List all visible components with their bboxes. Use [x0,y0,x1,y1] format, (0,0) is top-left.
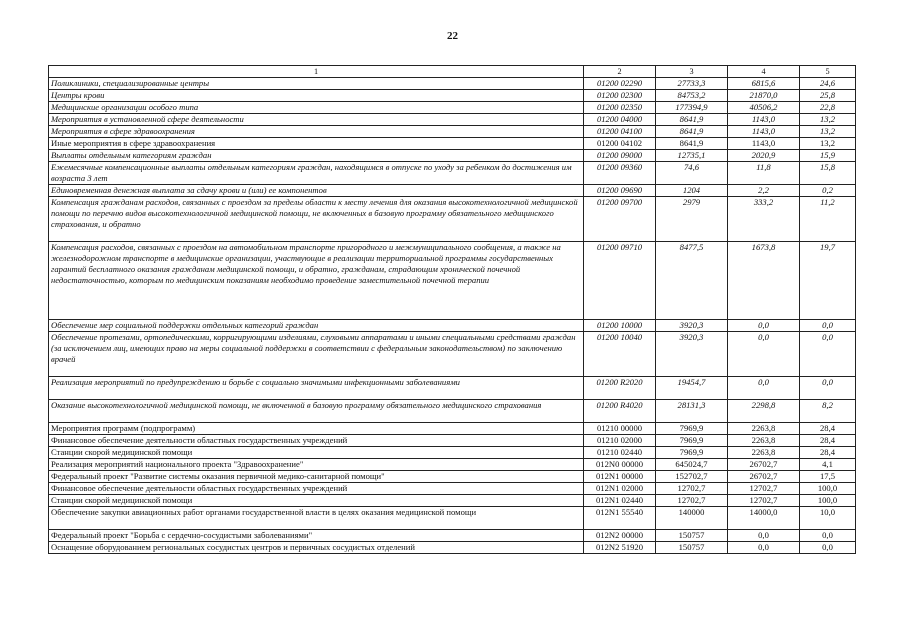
row-value-col5-cell: 100,0 [800,483,856,495]
row-value-col4-cell: 2298,8 [728,400,800,423]
table-row [49,507,856,530]
row-value-col4-cell: 26702,7 [728,459,800,471]
table-row [49,459,856,471]
header-col-4: 4 [728,66,800,78]
row-value-col5-cell: 22,8 [800,102,856,114]
row-value-col3-cell: 7969,9 [656,435,728,447]
row-value-col5-cell: 0,2 [800,185,856,197]
row-value-col3-cell: 645024,7 [656,459,728,471]
row-name-cell: Иные мероприятия в сфере здравоохранения [49,138,584,150]
row-value-col4-cell: 2263,8 [728,447,800,459]
row-code-cell: 012N1 02000 [584,483,656,495]
row-value-col4-cell: 12702,7 [728,483,800,495]
row-code-cell: 01200 09710 [584,242,656,320]
row-value-col3-cell: 150757 [656,542,728,554]
row-name-cell: Мероприятия программ (подпрограмм) [49,423,584,435]
table-row [49,483,856,495]
row-code-cell: 012N2 00000 [584,530,656,542]
row-code-cell: 01210 00000 [584,423,656,435]
row-value-col5-cell: 13,2 [800,126,856,138]
table-row [49,435,856,447]
row-name-cell: Мероприятия в сфере здравоохранения [49,126,584,138]
table-row [49,447,856,459]
row-value-col4-cell: 1143,0 [728,126,800,138]
row-value-col4-cell: 1143,0 [728,138,800,150]
row-value-col3-cell: 140000 [656,507,728,530]
row-code-cell: 012N1 55540 [584,507,656,530]
row-code-cell: 01210 02440 [584,447,656,459]
row-value-col5-cell: 0,0 [800,377,856,400]
row-value-col4-cell: 0,0 [728,530,800,542]
budget-table-body [49,66,856,554]
row-value-col4-cell: 333,2 [728,197,800,242]
row-value-col3-cell: 7969,9 [656,447,728,459]
row-name-cell: Реализация мероприятий национального проекта "Здравоохранение" [49,459,584,471]
row-code-cell: 012N2 51920 [584,542,656,554]
table-row [49,320,856,332]
row-value-col3-cell: 8641,9 [656,114,728,126]
row-value-col5-cell: 0,0 [800,332,856,377]
table-row [49,377,856,400]
row-value-col3-cell: 152702,7 [656,471,728,483]
row-value-col5-cell: 24,6 [800,78,856,90]
row-name-cell: Обеспечение мер социальной поддержки отдельных категорий граждан [49,320,584,332]
row-value-col5-cell: 28,4 [800,447,856,459]
table-row [49,242,856,320]
row-value-col5-cell: 8,2 [800,400,856,423]
row-name-cell: Федеральный проект "Борьба с сердечно-сосудистыми заболеваниями" [49,530,584,542]
row-value-col3-cell: 1204 [656,185,728,197]
row-value-col5-cell: 28,4 [800,435,856,447]
table-row [49,185,856,197]
row-value-col4-cell: 0,0 [728,332,800,377]
row-value-col5-cell: 15,9 [800,150,856,162]
row-value-col4-cell: 26702,7 [728,471,800,483]
row-name-cell: Выплаты отдельным категориям граждан [49,150,584,162]
row-value-col3-cell: 150757 [656,530,728,542]
header-row [49,66,856,78]
table-row [49,138,856,150]
row-value-col4-cell: 40506,2 [728,102,800,114]
row-value-col3-cell: 74,6 [656,162,728,185]
header-col-3: 3 [656,66,728,78]
row-code-cell: 01200 09360 [584,162,656,185]
row-value-col3-cell: 27733,3 [656,78,728,90]
row-code-cell: 01200 09000 [584,150,656,162]
row-value-col3-cell: 12702,7 [656,495,728,507]
table-row [49,162,856,185]
row-value-col5-cell: 0,0 [800,530,856,542]
table-row [49,114,856,126]
row-name-cell: Компенсация расходов, связанных с проездом на автомобильном транспорте пригородного и межмуниципального сообщения, а также на железнодорожном транспорте в медицинские организации, участвующие в реализации территориальной программы государственных гарантий бесплатного оказания гражданам медицинской помощи, и обратно, гражданам, страдающим хронической почечной недостаточностью, которым по медицинским показаниям необходимо проведение заместительной почечной терапии [49,242,584,320]
row-value-col4-cell: 11,8 [728,162,800,185]
table-row [49,471,856,483]
row-value-col3-cell: 84753,2 [656,90,728,102]
row-value-col3-cell: 8641,9 [656,138,728,150]
row-code-cell: 012N1 00000 [584,471,656,483]
row-value-col5-cell: 0,0 [800,542,856,554]
row-name-cell: Оснащение оборудованием региональных сосудистых центров и первичных сосудистых отделений [49,542,584,554]
table-row [49,400,856,423]
table-row [49,102,856,114]
row-value-col4-cell: 6815,6 [728,78,800,90]
row-code-cell: 01200 09690 [584,185,656,197]
row-name-cell: Мероприятия в установленной сфере деятельности [49,114,584,126]
row-name-cell: Финансовое обеспечение деятельности областных государственных учреждений [49,483,584,495]
row-name-cell: Федеральный проект "Развитие системы оказания первичной медико-санитарной помощи" [49,471,584,483]
row-value-col5-cell: 4,1 [800,459,856,471]
table-row [49,126,856,138]
table-row [49,150,856,162]
page-number: 22 [447,30,458,42]
row-value-col3-cell: 8641,9 [656,126,728,138]
row-value-col5-cell: 25,8 [800,90,856,102]
row-value-col3-cell: 28131,3 [656,400,728,423]
row-code-cell: 01200 R4020 [584,400,656,423]
row-code-cell: 01200 R2020 [584,377,656,400]
row-value-col3-cell: 12735,1 [656,150,728,162]
row-value-col3-cell: 7969,9 [656,423,728,435]
row-value-col3-cell: 19454,7 [656,377,728,400]
row-value-col3-cell: 3920,3 [656,320,728,332]
row-name-cell: Поликлиники, специализированные центры [49,78,584,90]
row-code-cell: 01200 02300 [584,90,656,102]
header-col-2: 2 [584,66,656,78]
row-value-col4-cell: 0,0 [728,320,800,332]
row-value-col4-cell: 1673,8 [728,242,800,320]
row-code-cell: 01200 04100 [584,126,656,138]
row-code-cell: 01200 04102 [584,138,656,150]
table-row [49,495,856,507]
row-value-col4-cell: 0,0 [728,377,800,400]
row-value-col3-cell: 2979 [656,197,728,242]
row-value-col5-cell: 28,4 [800,423,856,435]
row-name-cell: Станции скорой медицинской помощи [49,495,584,507]
row-value-col4-cell: 2020,9 [728,150,800,162]
row-value-col3-cell: 12702,7 [656,483,728,495]
row-name-cell: Компенсация гражданам расходов, связанных с проездом за пределы области к месту лечения для оказания высокотехнологичной медицинской помощи по перечню видов высокотехнологичной медицинской помощи, не включенных в базовую программу обязательного медицинского страхования, и обратно [49,197,584,242]
table-row [49,332,856,377]
row-value-col4-cell: 0,0 [728,542,800,554]
row-value-col5-cell: 13,2 [800,138,856,150]
row-value-col4-cell: 2263,8 [728,435,800,447]
row-name-cell: Оказание высокотехнологичной медицинской помощи, не включенной в базовую программу обязательного медицинского страхования [49,400,584,423]
row-code-cell: 01200 04000 [584,114,656,126]
row-code-cell: 01200 10040 [584,332,656,377]
row-value-col4-cell: 1143,0 [728,114,800,126]
row-code-cell: 01200 02350 [584,102,656,114]
table-row [49,78,856,90]
row-name-cell: Станции скорой медицинской помощи [49,447,584,459]
row-name-cell: Центры крови [49,90,584,102]
row-name-cell: Реализация мероприятий по предупреждению и борьбе с социально значимыми инфекционными заболеваниями [49,377,584,400]
table-row [49,90,856,102]
row-value-col5-cell: 19,7 [800,242,856,320]
row-value-col5-cell: 11,2 [800,197,856,242]
row-code-cell: 012N0 00000 [584,459,656,471]
row-value-col5-cell: 10,0 [800,507,856,530]
header-col-1: 1 [49,66,584,78]
row-value-col5-cell: 15,8 [800,162,856,185]
budget-table [48,65,856,554]
table-row [49,197,856,242]
row-name-cell: Финансовое обеспечение деятельности областных государственных учреждений [49,435,584,447]
row-value-col5-cell: 13,2 [800,114,856,126]
row-value-col3-cell: 3920,3 [656,332,728,377]
row-value-col5-cell: 100,0 [800,495,856,507]
row-value-col4-cell: 12702,7 [728,495,800,507]
row-name-cell: Единовременная денежная выплата за сдачу крови и (или) ее компонентов [49,185,584,197]
row-value-col4-cell: 2,2 [728,185,800,197]
row-name-cell: Обеспечение закупки авиационных работ органами государственной власти в целях оказания медицинской помощи [49,507,584,530]
row-value-col4-cell: 2263,8 [728,423,800,435]
table-row [49,542,856,554]
row-value-col4-cell: 14000,0 [728,507,800,530]
table-row [49,530,856,542]
row-code-cell: 01200 02290 [584,78,656,90]
row-value-col5-cell: 17,5 [800,471,856,483]
row-code-cell: 01200 10000 [584,320,656,332]
row-code-cell: 01210 02000 [584,435,656,447]
row-code-cell: 012N1 02440 [584,495,656,507]
table-row [49,423,856,435]
row-code-cell: 01200 09700 [584,197,656,242]
row-value-col5-cell: 0,0 [800,320,856,332]
row-value-col3-cell: 177394,9 [656,102,728,114]
row-value-col3-cell: 8477,5 [656,242,728,320]
row-name-cell: Медицинские организации особого типа [49,102,584,114]
header-col-5: 5 [800,66,856,78]
row-value-col4-cell: 21870,0 [728,90,800,102]
row-name-cell: Обеспечение протезами, ортопедическими, корригирующими изделиями, слуховыми аппаратами и иными специальными средствами граждан (за исключением лиц, имеющих право на меры социальной поддержки в соответствии с федеральным законодательством) по заключению врачей [49,332,584,377]
row-name-cell: Ежемесячные компенсационные выплаты отдельным категориям граждан, находящимся в отпуске по уходу за ребенком до достижения им возраста 3 лет [49,162,584,185]
